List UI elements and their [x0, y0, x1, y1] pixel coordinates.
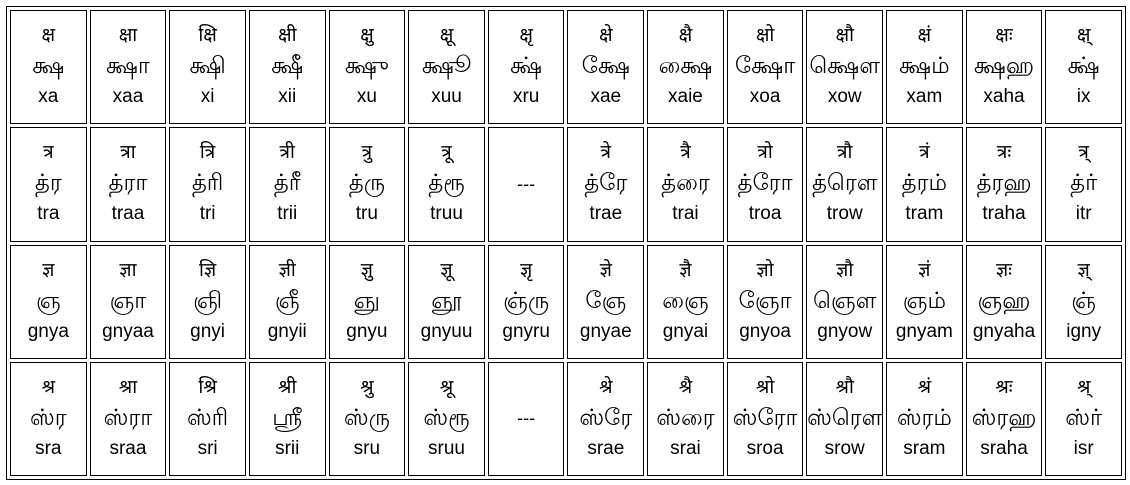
- table-cell: [966, 362, 1043, 476]
- table-cell: [329, 245, 406, 359]
- table-cell: [727, 245, 804, 359]
- devanagari-glyph: श्र्: [1076, 375, 1091, 398]
- tamil-glyph: க்ஷௌ: [809, 53, 881, 80]
- tamil-glyph: த்ரீ: [273, 170, 301, 197]
- devanagari-glyph: क्षे: [598, 24, 613, 47]
- devanagari-glyph: ज्ञे: [599, 258, 612, 281]
- conjunct-entry: [11, 363, 86, 475]
- conjunct-entry: [728, 246, 803, 358]
- table-cell: [90, 245, 167, 359]
- tamil-glyph: க்ஷ்: [1067, 53, 1100, 80]
- table-cell: [966, 245, 1043, 359]
- devanagari-glyph: क्षा: [118, 24, 138, 47]
- latin-transliteration: ix: [1076, 86, 1091, 108]
- devanagari-glyph: क्षु: [360, 24, 374, 47]
- devanagari-glyph: ज्ञि: [199, 258, 217, 281]
- devanagari-glyph: क्षं: [917, 24, 932, 47]
- devanagari-glyph: क्षू: [439, 24, 454, 47]
- devanagari-glyph: ज्ञ्: [1077, 258, 1090, 281]
- tamil-glyph: ஞ்: [1071, 287, 1097, 314]
- devanagari-glyph: श्र: [41, 375, 56, 398]
- tamil-glyph: க்ஷ: [32, 53, 65, 80]
- latin-transliteration: itr: [1075, 203, 1092, 225]
- devanagari-glyph: त्रि: [199, 141, 216, 164]
- conjunct-entry: [807, 246, 882, 358]
- latin-transliteration: xow: [827, 86, 862, 108]
- table-cell: [10, 10, 87, 124]
- table-cell: [806, 245, 883, 359]
- latin-transliteration: sroa: [746, 437, 784, 459]
- tamil-glyph: த்ரை: [661, 170, 710, 197]
- devanagari-glyph: ज्ञु: [360, 258, 373, 281]
- latin-transliteration: trae: [589, 203, 623, 225]
- table-cell: [249, 10, 326, 124]
- latin-transliteration: tra: [37, 203, 60, 225]
- table-cell: [329, 10, 406, 124]
- tamil-glyph: ஸ்ரௌ: [807, 404, 883, 431]
- table-cell: [90, 362, 167, 476]
- devanagari-glyph: क्ष: [41, 24, 56, 47]
- latin-transliteration: xae: [590, 86, 622, 108]
- tamil-glyph: ஞௌ: [813, 287, 877, 314]
- devanagari-glyph: त्रु: [361, 141, 373, 164]
- conjunct-entry: [887, 11, 962, 123]
- latin-transliteration: xii: [278, 86, 297, 108]
- conjunct-entry: [967, 246, 1042, 358]
- conjunct-entry: [728, 363, 803, 475]
- latin-transliteration: gnyuu: [420, 320, 473, 342]
- conjunct-entry: [330, 363, 405, 475]
- table-cell: [10, 245, 87, 359]
- latin-transliteration: sru: [353, 437, 381, 459]
- tamil-glyph: த்ரே: [584, 170, 628, 197]
- devanagari-glyph: श्रे: [599, 375, 613, 398]
- devanagari-glyph: त्रो: [757, 141, 773, 164]
- devanagari-glyph: श्रै: [678, 375, 693, 398]
- conjunct-entry: [887, 128, 962, 240]
- tamil-glyph: க்ஷூ: [421, 53, 472, 80]
- conjunct-entry: [1046, 246, 1121, 358]
- table-cell: [1045, 362, 1122, 476]
- conjunct-entry: [409, 246, 484, 358]
- conjunct-entry: [568, 11, 643, 123]
- conjunct-entry: [648, 363, 723, 475]
- conjunct-entry: [489, 11, 564, 123]
- tamil-glyph: ஞ: [35, 287, 61, 314]
- conjunct-entry: [170, 128, 245, 240]
- devanagari-glyph: त्री: [279, 141, 295, 164]
- latin-transliteration: trai: [672, 203, 699, 225]
- table-cell: [249, 127, 326, 241]
- latin-transliteration: xru: [512, 86, 540, 108]
- devanagari-glyph: त्र: [43, 141, 54, 164]
- tamil-glyph: க்ஷா: [105, 53, 150, 80]
- devanagari-glyph: ज्ञू: [440, 258, 453, 281]
- table-cell: [329, 127, 406, 241]
- latin-transliteration: gnya: [27, 320, 69, 342]
- devanagari-glyph: क्षि: [198, 24, 217, 47]
- latin-transliteration: xaha: [983, 86, 1025, 108]
- devanagari-glyph: ज्ञी: [278, 258, 296, 281]
- tamil-glyph: த்ர: [34, 170, 62, 197]
- devanagari-glyph: त्रौ: [837, 141, 853, 164]
- devanagari-glyph: श्रा: [118, 375, 138, 398]
- table-cell: [647, 362, 724, 476]
- table-cell: [966, 10, 1043, 124]
- devanagari-glyph: त्रा: [120, 141, 136, 164]
- conjunct-entry: [807, 363, 882, 475]
- conjunct-entry: [91, 363, 166, 475]
- tamil-glyph: ஞே: [585, 287, 627, 314]
- table-cell: [1045, 10, 1122, 124]
- conjunct-table-body: [10, 10, 1122, 476]
- empty-placeholder: ---: [517, 173, 536, 194]
- tamil-glyph: ஸ்ரு: [343, 404, 390, 431]
- conjunct-entry: [1046, 363, 1121, 475]
- conjunct-entry: [409, 11, 484, 123]
- tamil-glyph: ஞா: [109, 287, 147, 314]
- tamil-glyph: ஞோ: [738, 287, 792, 314]
- latin-transliteration: sruu: [428, 437, 465, 459]
- tamil-glyph: ஞம்: [902, 287, 946, 314]
- conjunct-entry: [728, 11, 803, 123]
- latin-transliteration: sra: [35, 437, 62, 459]
- latin-transliteration: sram: [903, 437, 946, 459]
- conjunct-entry: [648, 246, 723, 358]
- conjunct-entry: [170, 363, 245, 475]
- tamil-glyph: ஸ்ரஹ: [971, 404, 1037, 431]
- tamil-glyph: க்ஷ்: [510, 53, 543, 80]
- table-cell: [806, 362, 883, 476]
- conjunct-entry: [648, 128, 723, 240]
- table-cell: [169, 10, 246, 124]
- tamil-glyph: க்ஷு: [344, 53, 389, 80]
- table-cell: [488, 362, 565, 476]
- conjunct-entry: [967, 363, 1042, 475]
- latin-transliteration: troa: [748, 203, 782, 225]
- conjunct-entry: [568, 363, 643, 475]
- table-cell: [806, 10, 883, 124]
- table-row: [10, 127, 1122, 241]
- tamil-glyph: க்ஷோ: [734, 53, 796, 80]
- conjunct-entry: [409, 128, 484, 240]
- devanagari-glyph: ज्ञृ: [520, 258, 533, 281]
- tamil-glyph: த்ரூ: [428, 170, 465, 197]
- latin-transliteration: igny: [1066, 320, 1102, 342]
- conjunct-entry: [91, 246, 166, 358]
- devanagari-glyph: ज्ञा: [119, 258, 137, 281]
- table-cell: [169, 127, 246, 241]
- latin-transliteration: xoa: [749, 86, 781, 108]
- latin-transliteration: gnyii: [267, 320, 307, 342]
- table-cell: [169, 362, 246, 476]
- table-row: [10, 362, 1122, 476]
- tamil-glyph: ஞை: [662, 287, 709, 314]
- tamil-glyph: க்ஷஹ: [973, 53, 1035, 80]
- table-cell: [886, 10, 963, 124]
- conjunct-entry: [250, 11, 325, 123]
- conjunct-entry: [409, 363, 484, 475]
- latin-transliteration: srae: [587, 437, 625, 459]
- conjunct-entry: [807, 128, 882, 240]
- devanagari-glyph: क्षः: [995, 24, 1013, 47]
- table-cell: [90, 10, 167, 124]
- tamil-glyph: ஸ்ரை: [656, 404, 715, 431]
- table-cell: [408, 245, 485, 359]
- table-cell: [647, 127, 724, 241]
- conjunct-entry: [330, 128, 405, 240]
- tamil-glyph: ஸ்ரூ: [423, 404, 470, 431]
- table-cell: [966, 127, 1043, 241]
- tamil-glyph: ஸ்ரே: [579, 404, 633, 431]
- table-cell: [408, 362, 485, 476]
- tamil-glyph: த்ரௌ: [811, 170, 878, 197]
- table-cell: [408, 127, 485, 241]
- latin-transliteration: trii: [277, 203, 298, 225]
- latin-transliteration: xi: [200, 86, 215, 108]
- conjunct-entry: [648, 11, 723, 123]
- table-cell: [886, 127, 963, 241]
- devanagari-glyph: क्षृ: [519, 24, 533, 47]
- latin-transliteration: gnyi: [190, 320, 226, 342]
- latin-transliteration: xaa: [112, 86, 144, 108]
- table-cell: [488, 10, 565, 124]
- conjunct-entry: [807, 11, 882, 123]
- conjunct-entry: [967, 11, 1042, 123]
- conjunct-entry: [11, 128, 86, 240]
- tamil-glyph: ஸ்ரோ: [732, 404, 798, 431]
- devanagari-glyph: ज्ञो: [756, 258, 774, 281]
- tamil-glyph: ஞு: [353, 287, 380, 314]
- devanagari-glyph: क्षै: [678, 24, 693, 47]
- conjunct-entry: [967, 128, 1042, 240]
- table-cell: [886, 245, 963, 359]
- latin-transliteration: isr: [1073, 437, 1094, 459]
- devanagari-glyph: श्रो: [755, 375, 775, 398]
- tamil-glyph: த்ரு: [348, 170, 386, 197]
- devanagari-glyph: श्री: [278, 375, 297, 398]
- conjunct-entry: [728, 128, 803, 240]
- latin-transliteration: gnyu: [346, 320, 388, 342]
- latin-transliteration: xaie: [668, 86, 703, 108]
- tamil-glyph: ஞ்ரு: [503, 287, 550, 314]
- devanagari-glyph: क्ष्: [1076, 24, 1091, 47]
- latin-transliteration: tram: [905, 203, 944, 225]
- latin-transliteration: xa: [38, 86, 59, 108]
- conjunct-entry: [170, 246, 245, 358]
- tamil-glyph: ஞூ: [431, 287, 462, 314]
- devanagari-glyph: श्रौ: [835, 375, 854, 398]
- tamil-glyph: ஸ்ரா: [103, 404, 153, 431]
- conjunct-table-frame: [6, 6, 1126, 480]
- latin-transliteration: gnyam: [895, 320, 953, 342]
- conjunct-entry: [250, 128, 325, 240]
- conjunct-entry: [568, 128, 643, 240]
- table-cell: [249, 362, 326, 476]
- conjunct-entry: [330, 11, 405, 123]
- latin-transliteration: gnyru: [502, 320, 550, 342]
- tamil-glyph: ஸ்ர: [30, 404, 67, 431]
- table-cell: [10, 362, 87, 476]
- latin-transliteration: xam: [906, 86, 943, 108]
- table-cell: [567, 10, 644, 124]
- devanagari-glyph: श्रि: [198, 375, 217, 398]
- devanagari-glyph: ज्ञ: [42, 258, 55, 281]
- conjunct-entry: [887, 246, 962, 358]
- latin-transliteration: gnyai: [662, 320, 709, 342]
- latin-transliteration: traa: [111, 203, 145, 225]
- devanagari-glyph: क्षो: [755, 24, 775, 47]
- latin-transliteration: srii: [275, 437, 300, 459]
- tamil-glyph: க்ஷே: [581, 53, 630, 80]
- table-cell: [408, 10, 485, 124]
- table-cell: [567, 127, 644, 241]
- devanagari-glyph: त्रः: [996, 141, 1012, 164]
- table-cell: [886, 362, 963, 476]
- table-cell: [727, 362, 804, 476]
- latin-transliteration: truu: [430, 203, 463, 225]
- table-cell: [10, 127, 87, 241]
- table-row: [10, 10, 1122, 124]
- conjunct-entry: [568, 246, 643, 358]
- latin-transliteration: trow: [826, 203, 863, 225]
- devanagari-glyph: श्रु: [360, 375, 374, 398]
- conjunct-entry: [91, 128, 166, 240]
- tamil-glyph: ஸ்ரீ: [272, 404, 303, 431]
- latin-transliteration: sraa: [109, 437, 147, 459]
- conjunct-entry: [91, 11, 166, 123]
- devanagari-glyph: श्रः: [995, 375, 1013, 398]
- table-cell: [727, 10, 804, 124]
- tamil-glyph: த்ரஹ: [976, 170, 1032, 197]
- tamil-glyph: ஞீ: [274, 287, 300, 314]
- conjunct-entry: [170, 11, 245, 123]
- tamil-glyph: த்ரம்: [901, 170, 948, 197]
- tamil-glyph: க்ஷை: [658, 53, 713, 80]
- latin-transliteration: gnyaa: [102, 320, 154, 342]
- devanagari-glyph: श्रू: [439, 375, 454, 398]
- latin-transliteration: tru: [355, 203, 378, 225]
- tamil-glyph: ஸ்ரம்: [896, 404, 952, 431]
- conjunct-entry: [489, 128, 564, 240]
- devanagari-glyph: क्षी: [277, 24, 297, 47]
- table-cell: [727, 127, 804, 241]
- tamil-glyph: த்ரி: [191, 170, 224, 197]
- devanagari-glyph: त्रं: [919, 141, 930, 164]
- latin-transliteration: srai: [670, 437, 701, 459]
- latin-transliteration: xuu: [431, 86, 462, 108]
- tamil-glyph: ஸ்ரி: [186, 404, 229, 431]
- tamil-glyph: க்ஷம்: [899, 53, 950, 80]
- tamil-glyph: க்ஷீ: [271, 53, 304, 80]
- table-cell: [488, 245, 565, 359]
- tamil-glyph: ஸ்ர்: [1065, 404, 1103, 431]
- conjunct-entry: [489, 246, 564, 358]
- tamil-glyph: ஞி: [193, 287, 223, 314]
- conjunct-entry: [489, 363, 564, 475]
- table-cell: [1045, 245, 1122, 359]
- latin-transliteration: sraha: [980, 437, 1028, 459]
- latin-transliteration: gnyoa: [739, 320, 791, 342]
- tamil-glyph: த்ரா: [108, 170, 148, 197]
- conjunct-entry: [11, 11, 86, 123]
- empty-placeholder: ---: [517, 408, 536, 429]
- devanagari-glyph: ज्ञै: [679, 258, 692, 281]
- devanagari-glyph: श्रं: [917, 375, 932, 398]
- latin-transliteration: traha: [982, 203, 1026, 225]
- latin-transliteration: gnyow: [817, 320, 873, 342]
- table-cell: [647, 245, 724, 359]
- conjunct-entry: [250, 246, 325, 358]
- conjunct-entry: [250, 363, 325, 475]
- conjunct-entry: [1046, 128, 1121, 240]
- table-cell: [567, 362, 644, 476]
- table-cell: [169, 245, 246, 359]
- conjunct-entry: [330, 246, 405, 358]
- latin-transliteration: sri: [197, 437, 218, 459]
- latin-transliteration: gnyae: [579, 320, 632, 342]
- conjunct-entry: [1046, 11, 1121, 123]
- latin-transliteration: tri: [199, 203, 216, 225]
- table-row: [10, 245, 1122, 359]
- table-cell: [806, 127, 883, 241]
- tamil-glyph: க்ஷி: [189, 53, 226, 80]
- devanagari-glyph: त्रे: [600, 141, 612, 164]
- devanagari-glyph: ज्ञः: [995, 258, 1013, 281]
- table-cell: [1045, 127, 1122, 241]
- devanagari-glyph: त्र्: [1078, 141, 1089, 164]
- latin-transliteration: gnyaha: [972, 320, 1036, 342]
- devanagari-glyph: क्षौ: [835, 24, 854, 47]
- table-cell: [567, 245, 644, 359]
- conjunct-entry: [887, 363, 962, 475]
- tamil-glyph: த்ரோ: [737, 170, 793, 197]
- devanagari-glyph: ज्ञं: [918, 258, 931, 281]
- devanagari-glyph: त्रू: [441, 141, 452, 164]
- tamil-glyph: ஞஹ: [977, 287, 1031, 314]
- latin-transliteration: xu: [356, 86, 377, 108]
- table-cell: [647, 10, 724, 124]
- conjunct-table: [7, 7, 1125, 479]
- latin-transliteration: srow: [824, 437, 865, 459]
- tamil-glyph: த்ர்: [1070, 170, 1098, 197]
- table-cell: [329, 362, 406, 476]
- devanagari-glyph: त्रै: [680, 141, 691, 164]
- devanagari-glyph: ज्ञौ: [836, 258, 854, 281]
- conjunct-entry: [11, 246, 86, 358]
- table-cell: [488, 127, 565, 241]
- table-cell: [90, 127, 167, 241]
- table-cell: [249, 245, 326, 359]
